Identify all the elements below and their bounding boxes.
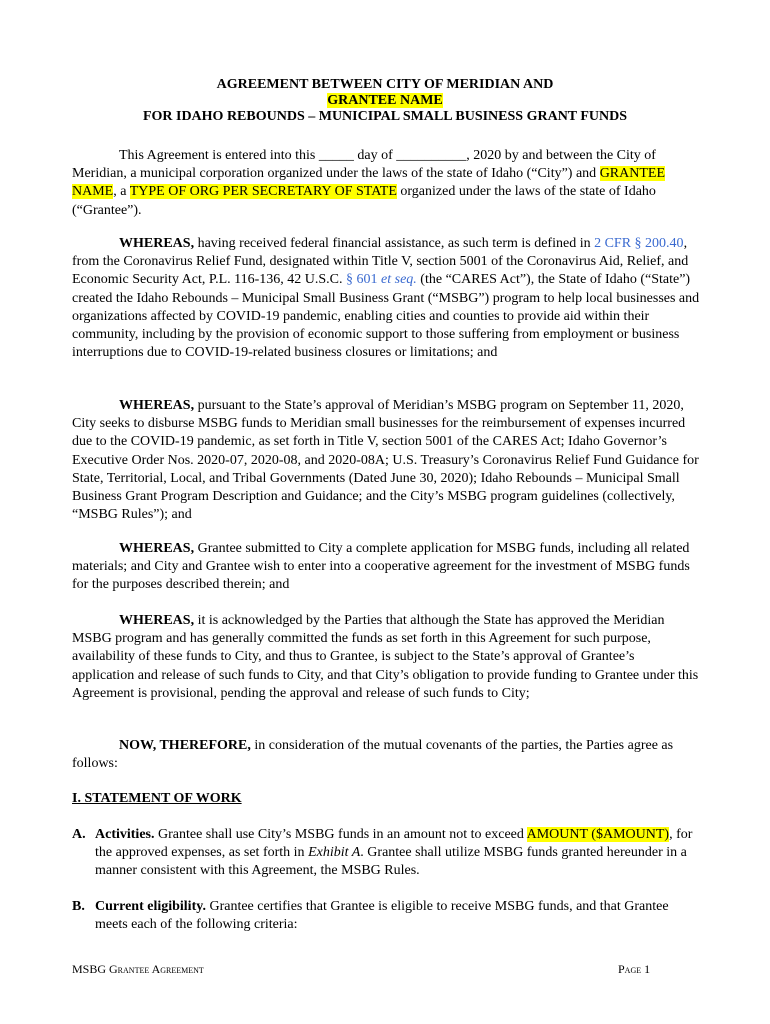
intro-text-3: organized under the laws of the state of Idaho (“Grantee”). xyxy=(72,184,656,218)
grantee-name-field: GRANTEE NAME xyxy=(72,166,666,200)
whereas1-text-3: (the “CARES Act”), the State of Idaho (“State”) created the Idaho Rebounds – Municipal Small Business Grant (“MSBG”) program to help local businesses and organizations affected by COVID-19 pandemic, enabling cities and counties to provide aid within their community, including by the provision of economic support to those suffering from employment or business interruptions due to COVID-19-related business closures or limitations; and xyxy=(72,272,700,361)
now-therefore-lead: NOW, THEREFORE, xyxy=(119,738,251,753)
list-item-lead: Activities. xyxy=(95,827,155,842)
whereas-lead: WHEREAS, xyxy=(119,398,195,413)
intro-text-2: , a xyxy=(113,184,130,200)
eligibility-text: Grantee certifies that Grantee is eligible to receive MSBG funds, and that Grantee meets each of the following criteria: xyxy=(95,899,669,933)
footer-page-number: Page 1 xyxy=(618,962,651,976)
whereas-paragraph-3 xyxy=(72,540,700,595)
whereas1-text-1: having received federal financial assistance, as such term is defined in xyxy=(194,236,595,251)
activities-text-2: , for the approved expenses, as set forth in xyxy=(95,827,693,861)
now-therefore-paragraph xyxy=(72,737,700,773)
footer-left: MSBG Grantee Agreement xyxy=(72,962,204,976)
intro-text-1: This Agreement is entered into this _____ day of __________, 2020 by and between the City of Meridian, a municipal corporation organized under the laws of the state of Idaho (“City”) and xyxy=(72,148,656,182)
amount-field: AMOUNT ($AMOUNT) xyxy=(526,827,670,842)
title-line-3: FOR IDAHO REBOUNDS – MUNICIPAL SMALL BUSINESS GRANT FUNDS xyxy=(142,109,628,124)
list-item-number: A. xyxy=(72,827,86,842)
section-heading-statement-of-work: I. STATEMENT OF WORK xyxy=(72,791,242,806)
whereas-paragraph-2 xyxy=(72,397,700,524)
whereas1-text-2: , from the Coronavirus Relief Fund, designated within Title V, section 5001 of the Coronavirus Aid, Relief, and Economic Security Act, P.L. 116-136, 42 U.S.C. xyxy=(72,236,689,288)
whereas-lead: WHEREAS, xyxy=(119,236,195,251)
activities-text-3: . Grantee shall utilize MSBG funds granted hereunder in a manner consistent with this Agreement, the MSBG Rules. xyxy=(95,845,687,879)
usc-link[interactable]: § 601 xyxy=(346,272,378,288)
whereas-paragraph-4 xyxy=(72,612,700,703)
cfr-link[interactable]: 2 CFR § 200.40 xyxy=(594,236,684,251)
activities-text-1: Grantee shall use City’s MSBG funds in an amount not to exceed xyxy=(154,827,527,842)
usc-et-seq[interactable]: et seq. xyxy=(377,272,417,288)
whereas3-text: Grantee submitted to City a complete application for MSBG funds, including all related materials; and City and Grantee wish to enter into a cooperative agreement for the investment of MSBG funds for the purposes described therein; and xyxy=(72,541,690,593)
list-item-current-eligibility xyxy=(72,898,702,934)
list-item-activities xyxy=(72,826,702,881)
grantee-name-placeholder: GRANTEE NAME xyxy=(327,93,443,108)
whereas-lead: WHEREAS, xyxy=(119,613,195,628)
document-title xyxy=(72,77,698,125)
whereas2-text: pursuant to the State’s approval of Meridian’s MSBG program on September 11, 2020, City seeks to disburse MSBG funds to Meridian small businesses for the reimbursement of expenses incurred due to the COVID-19 pandemic, as set forth in Title V, section 5001 of the CARES Act; Idaho Governor’s Executive Order Nos. 2020-07, 2020-08, and 2020-08A; U.S. Treasury’s Coronavirus Relief Fund Guidance for State, Territorial, Local, and Tribal Governments (Dated June 30, 2020); Idaho Rebounds – Municipal Small Business Grant Program Description and Guidance; and the City’s MSBG program guidelines (collectively, “MSBG Rules”); and xyxy=(72,398,699,523)
list-item-lead: Current eligibility. xyxy=(95,899,206,914)
now-therefore-text: in consideration of the mutual covenants of the parties, the Parties agree as follows: xyxy=(72,738,674,772)
org-type-field: TYPE OF ORG PER SECRETARY OF STATE xyxy=(129,184,397,200)
whereas-lead: WHEREAS, xyxy=(119,541,195,556)
whereas-paragraph-1 xyxy=(72,235,700,362)
list-item-number: B. xyxy=(72,899,85,914)
title-line-2 xyxy=(72,93,698,109)
intro-paragraph xyxy=(72,147,700,220)
whereas4-text: it is acknowledged by the Parties that although the State has approved the Meridian MSBG program and has generally committed the funds as set forth in this Agreement for such purpose, availability of these funds to City, and thus to Grantee, is subject to the State’s approval of Grantee’s application and release of such funds to City, and that City’s obligation to provide funding to Grantee under this Agreement is provisional, pending the approval and release of such funds to City; xyxy=(72,613,699,701)
title-line-1: AGREEMENT BETWEEN CITY OF MERIDIAN AND xyxy=(216,77,554,92)
exhibit-reference: Exhibit A xyxy=(308,845,361,861)
